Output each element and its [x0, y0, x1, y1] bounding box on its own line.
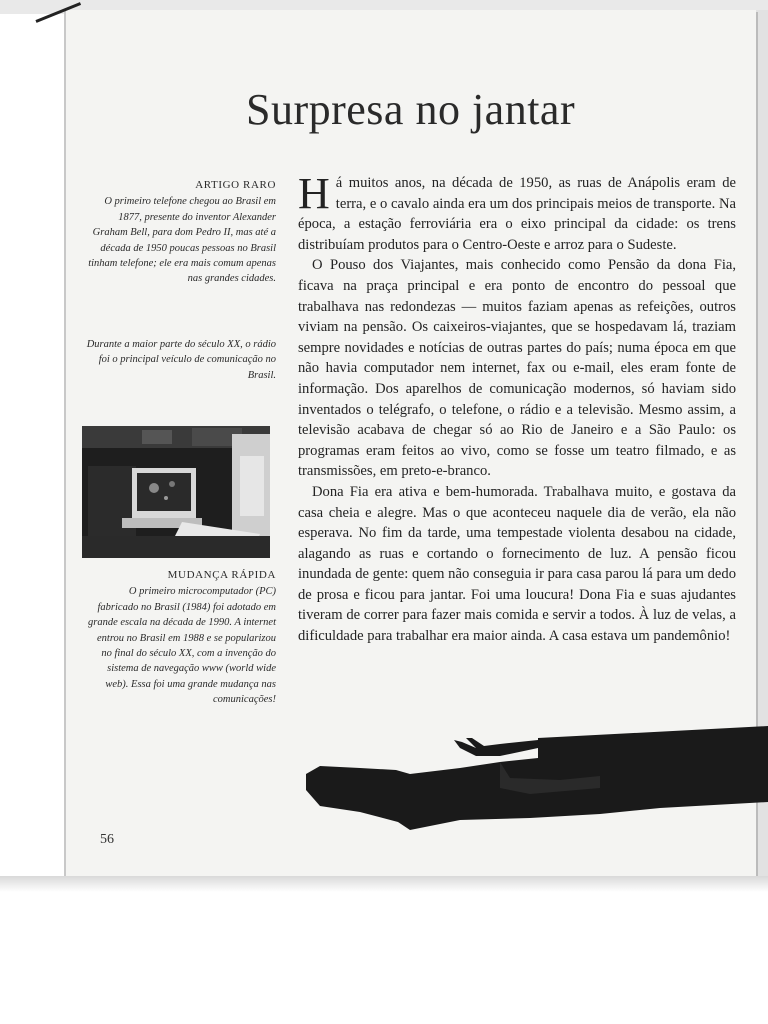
sidebar-note-fast-change	[86, 568, 276, 708]
sidebar-note-text: O primeiro microcomputador (PC) fabricado no Brasil (1984) foi adotado em grande escala na década de 1990. A internet entrou no Brasil em 1988 e se popularizou no final do século XX, com a invenção do sistema de navegação www (world wide web). Essa foi uma grande mudança nas comunicações!	[88, 586, 276, 706]
story-paragraph	[298, 169, 736, 255]
sidebar-note-text: O primeiro telefone chegou ao Brasil em 1877, presente do inventor Alexander Graham Bell, para dom Pedro II, mas até a década de 1950 poucas pessoas no Brasil tinham telefone; ele era mais comum apenas nas grandes cidades.	[88, 196, 276, 285]
sidebar-note-radio	[86, 337, 276, 383]
story-paragraph: O Pouso dos Viajantes, mais conhecido como Pensão da dona Fia, ficava na praça principal e era ponto de encontro do pessoal que trabalhava nas redondezas — muitos faziam apenas as refeições, outros viviam na pensão. Os caixeiros-viajantes, que se hospedavam lá, traziam sempre novidades e notícias de outras partes do país; numa época em que não havia computador nem internet, fax ou e-mail, eles eram fonte de informação. Dos aparelhos de comunicação modernos, só haviam sido inventados o telégrafo, o telefone, o rádio e a televisão. Mesmo assim, a televisão acabava de chegar só ao Rio de Janeiro e a São Paulo: os programas eram feitos ao vivo, como se fosse um teatro filmado, e as transmissões, em preto-e-branco.	[298, 257, 736, 480]
sidebar-note-heading: ARTIGO RARO	[195, 179, 276, 191]
page-bottom-edge	[0, 876, 768, 892]
computer-photo	[82, 426, 270, 558]
story-paragraph: Dona Fia era ativa e bem-humorada. Trabalhava muito, e gostava da casa cheia e alegre. Mas o que aconteceu naquele dia de verão, ela não esperava. No fim da tarde, uma tempestade violenta desabou na cidade, alagando as ruas e cortando o fornecimento de luz. A pensão ficou inundada de gente: quem não conseguia ir para casa parou lá para um dedo de prosa e ficou para jantar. Foi uma loucura! Dona Fia e suas ajudantes tiveram de correr para fazer mais comida e servir a todos. À luz de velas, a dificuldade para trabalhar era maior ainda. A casa estava um pandemônio!	[298, 483, 736, 645]
running-figure-silhouette	[300, 718, 768, 834]
page-number: 56	[100, 832, 114, 847]
sidebar-note-rare-article	[86, 178, 276, 287]
sidebar-note-heading: MUDANÇA RÁPIDA	[167, 569, 276, 581]
drop-cap: H	[298, 169, 330, 218]
sidebar-note-text: Durante a maior parte do século XX, o rádio foi o principal veículo de comunicação no Brasil.	[86, 339, 276, 381]
computer-photo-image	[82, 426, 270, 558]
story-text	[298, 169, 736, 647]
story-paragraph-text: á muitos anos, na década de 1950, as ruas de Anápolis eram de terra, e o cavalo ainda era um dos principais meios de transporte. Na época, a estação ferroviária era o eixo principal da cidade: os trens distribuíam produtos para o Centro-Oeste e arroz para o Sudeste.	[298, 175, 736, 253]
page-title: Surpresa no jantar	[246, 85, 576, 134]
